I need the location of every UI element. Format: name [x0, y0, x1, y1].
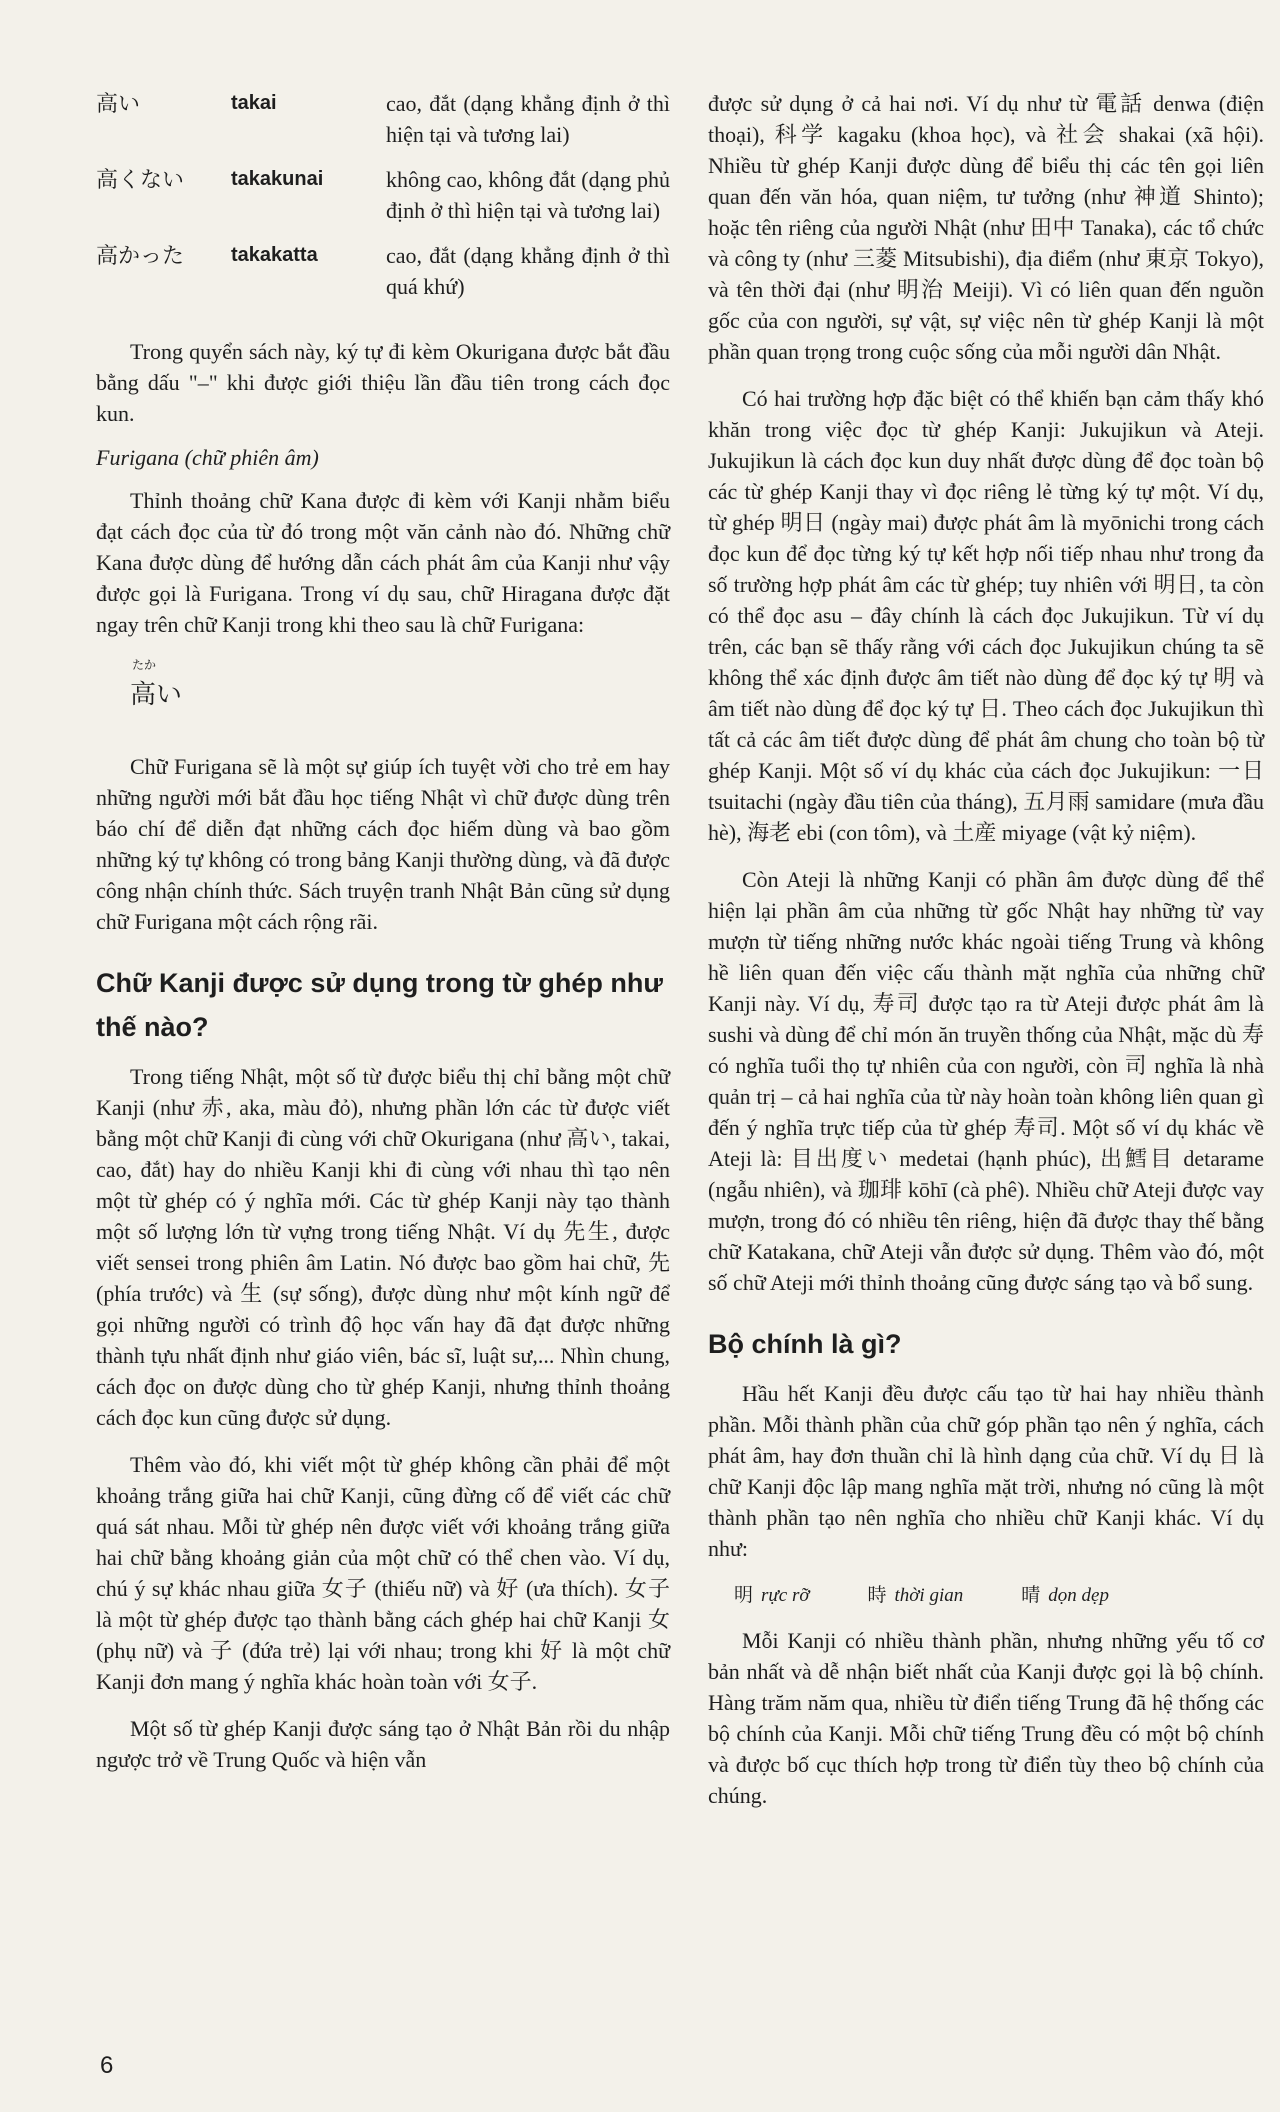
radical-examples [734, 1580, 1264, 1607]
furigana-example-word: 高い [130, 680, 183, 709]
vocab-romaji: takakatta [231, 244, 318, 266]
vocab-kanji: 高くない [96, 167, 185, 192]
compounds-paragraph-3: Một số từ ghép Kanji được sáng tạo ở Nhật Bản rồi du nhập ngược trở về Trung Quốc và hiện vẫn [96, 1716, 670, 1772]
radical-example-kanji: 時 [867, 1585, 887, 1606]
vocab-row [96, 88, 670, 164]
ateji-paragraph: Còn Ateji là những Kanji có phần âm được dùng để thể hiện lại phần âm của những từ gốc Nhật hay những từ vay mượn từ tiếng những nước khác ngoài tiếng Trung và không hề liên quan đến việc cấu thành mặt nghĩa của những chữ Kanji này. Ví dụ, 寿司 được tạo ra từ Ateji được phát âm là sushi và dùng để chỉ món ăn truyền thống của Nhật, mặc dù 寿 có nghĩa tuổi thọ tự nhiên của con người, còn 司 nghĩa là nhà quản trị – cả hai nghĩa của từ này hoàn toàn không liên quan gì đến ý nghĩa trực tiếp của từ ghép 寿司. Một số ví dụ khác về Ateji là: 目出度い medetai (hạnh phúc), 出鱈目 detarame (ngẫu nhiên), và 珈琲 kōhī (cà phê). Nhiều chữ Ateji được vay mượn, trong đó có nhiều tên riêng, hiện đã được thay thế bằng chữ Katakana, chữ Ateji vẫn được sử dụng. Thêm vào đó, một số chữ Ateji mới thỉnh thoảng cũng được sáng tạo và bổ sung. [708, 867, 1264, 1295]
vocab-table [96, 88, 670, 316]
furigana-subheading: Furigana (chữ phiên âm) [96, 445, 319, 470]
radicals-paragraph-2: Mỗi Kanji có nhiều thành phần, nhưng những yếu tố cơ bản nhất và dễ nhận biết nhất của Kanji được gọi là bộ chính. Hàng trăm năm qua, nhiều từ điển tiếng Trung đã hệ thống các bộ chính của Kanji. Mỗi chữ tiếng Trung đều có một bộ chính và được bố cục thích hợp trong từ điển tùy theo bộ chính của chúng. [708, 1628, 1264, 1808]
furigana-example [130, 658, 670, 711]
left-column [96, 88, 670, 1791]
compounds-continued-paragraph: được sử dụng ở cả hai nơi. Ví dụ như từ 電話 denwa (điện thoại), 科学 kagaku (khoa học), và 社会 shakai (xã hội). Nhiều từ ghép Kanji được dùng để biểu thị các tên gọi liên quan đến văn hóa, quan niệm, tư tưởng (như 神道 Shinto); hoặc tên riêng của người Nhật (như 田中 Tanaka), các tổ chức và công ty (như 三菱 Mitsubishi), địa điểm (như 東京 Tokyo), và tên thời đại (như 明治 Meiji). Vì có liên quan đến nguồn gốc của con người, sự vật, sự việc nên từ ghép Kanji là một phần quan trọng trong cuộc sống của mỗi người dân Nhật. [708, 91, 1264, 364]
vocab-kanji: 高い [96, 91, 141, 116]
okurigana-paragraph: Trong quyển sách này, ký tự đi kèm Okurigana được bắt đầu bằng dấu "–" khi được giới thiệu lần đầu tiên trong cách đọc kun. [96, 339, 670, 426]
radical-example [1021, 1580, 1109, 1607]
furigana-usage-paragraph: Chữ Furigana sẽ là một sự giúp ích tuyệt vời cho trẻ em hay những người mới bắt đầu học tiếng Nhật vì chữ được dùng trên báo chí để diễn đạt những cách đọc hiếm dùng và bao gồm những ký tự không có trong bảng Kanji thường dùng, và đã được công nhận chính thức. Sách truyện tranh Nhật Bản cũng sử dụng chữ Furigana một cách rộng rãi. [96, 754, 670, 934]
compounds-paragraph-2: Thêm vào đó, khi viết một từ ghép không cần phải để một khoảng trắng giữa hai chữ Kanji, cũng đừng cố để viết các chữ quá sát nhau. Mỗi từ ghép nên được viết với khoảng trắng giữa hai chữ bằng khoảng giản của một chữ có thể chen vào. Ví dụ, chú ý sự khác nhau giữa 女子 (thiếu nữ) và 好 (ưa thích). 女子 là một từ ghép được tạo thành bằng cách ghép hai chữ Kanji 女 (phụ nữ) và 子 (đứa trẻ) lại với nhau; trong khi 好 là một chữ Kanji đơn mang ý nghĩa khác hoàn toàn với 女子. [96, 1452, 670, 1694]
section-heading-radicals: Bộ chính là gì? [708, 1329, 902, 1359]
furigana-ruby: たか [132, 658, 157, 672]
right-column [708, 88, 1264, 1827]
vocab-row [96, 240, 670, 316]
vocab-meaning: không cao, không đắt (dạng phủ định ở thì hiện tại và tương lai) [386, 167, 670, 223]
vocab-romaji: takai [231, 92, 277, 114]
radical-example [734, 1580, 810, 1607]
vocab-meaning: cao, đắt (dạng khẳng định ở thì quá khứ) [386, 243, 670, 299]
vocab-row [96, 164, 670, 240]
radical-example-meaning: thời gian [894, 1585, 964, 1606]
jukujikun-paragraph: Có hai trường hợp đặc biệt có thể khiến bạn cảm thấy khó khăn trong việc đọc từ ghép Kanji: Jukujikun và Ateji. Jukujikun là cách đọc kun duy nhất được dùng để đọc toàn bộ các từ ghép Kanji thay vì đọc riêng lẻ từng ký tự một. Ví dụ, từ ghép 明日 (ngày mai) được phát âm là myōnichi trong cách đọc kun để đọc từng ký tự kết hợp nối tiếp nhau như trong đa số trường hợp phát âm các từ ghép; tuy nhiên với 明日, ta còn có thể đọc asu – đây chính là cách đọc Jukujikun. Từ ví dụ trên, các bạn sẽ thấy rằng với cách đọc Jukujikun chúng ta sẽ không thể xác định được âm tiết nào dùng để đọc ký tự 明 và âm tiết nào dùng để đọc ký tự 日. Theo cách đọc Jukujikun thì tất cả các âm tiết được dùng để phát âm chung cho toàn bộ từ ghép Kanji. Một số ví dụ khác của cách đọc Jukujikun: 一日 tsuitachi (ngày đầu tiên của tháng), 五月雨 samidare (mưa đầu hè), 海老 ebi (con tôm), và 土産 miyage (vật kỷ niệm). [708, 386, 1264, 845]
radical-example-kanji: 明 [734, 1585, 754, 1606]
section-heading-compounds: Chữ Kanji được sử dụng trong từ ghép như thế nào? [96, 968, 663, 1042]
radical-example [868, 1580, 964, 1607]
page-number: 6 [100, 2052, 114, 2079]
vocab-meaning: cao, đắt (dạng khẳng định ở thì hiện tại và tương lai) [386, 91, 670, 147]
furigana-paragraph: Thỉnh thoảng chữ Kana được đi kèm với Kanji nhằm biểu đạt cách đọc của từ đó trong một văn cảnh nào đó. Những chữ Kana được dùng để hướng dẫn cách phát âm của Kanji như vậy được gọi là Furigana. Trong ví dụ sau, chữ Hiragana được đặt ngay trên chữ Kanji trong khi theo sau là chữ Furigana: [96, 488, 670, 637]
radical-example-meaning: rực rỡ [761, 1585, 810, 1606]
radicals-paragraph-1: Hầu hết Kanji đều được cấu tạo từ hai hay nhiều thành phần. Mỗi thành phần của chữ góp phần tạo nên ý nghĩa, cách phát âm, hay đơn thuần chỉ là hình dạng của chữ. Ví dụ 日 là chữ Kanji độc lập mang nghĩa mặt trời, nhưng nó cũng là một thành phần tạo nên nghĩa cho nhiều chữ Kanji khác. Ví dụ như: [708, 1381, 1264, 1561]
vocab-kanji: 高かった [96, 243, 185, 268]
compounds-paragraph-1: Trong tiếng Nhật, một số từ được biểu thị chỉ bằng một chữ Kanji (như 赤, aka, màu đỏ), nhưng phần lớn các từ được viết bằng một chữ Kanji đi cùng với chữ Okurigana (như 高い, takai, cao, đắt) hay do nhiều Kanji khi đi cùng với nhau thì tạo nên một từ ghép có ý nghĩa mới. Các từ ghép Kanji này tạo thành một số lượng lớn từ vựng trong tiếng Nhật. Ví dụ 先生, được viết sensei trong phiên âm Latin. Nó được bao gồm hai chữ, 先 (phía trước) và 生 (sự sống), được dùng như một kính ngữ để gọi những người có trình độ học vấn hay đã đạt được những thành tựu nhất định như giáo viên, bác sĩ, luật sư,... Nhìn chung, cách đọc on được dùng cho từ ghép Kanji, nhưng thỉnh thoảng cách đọc kun cũng được sử dụng. [96, 1064, 670, 1430]
radical-example-kanji: 晴 [1021, 1585, 1041, 1606]
radical-example-meaning: dọn dẹp [1048, 1585, 1109, 1606]
vocab-romaji: takakunai [231, 168, 324, 190]
